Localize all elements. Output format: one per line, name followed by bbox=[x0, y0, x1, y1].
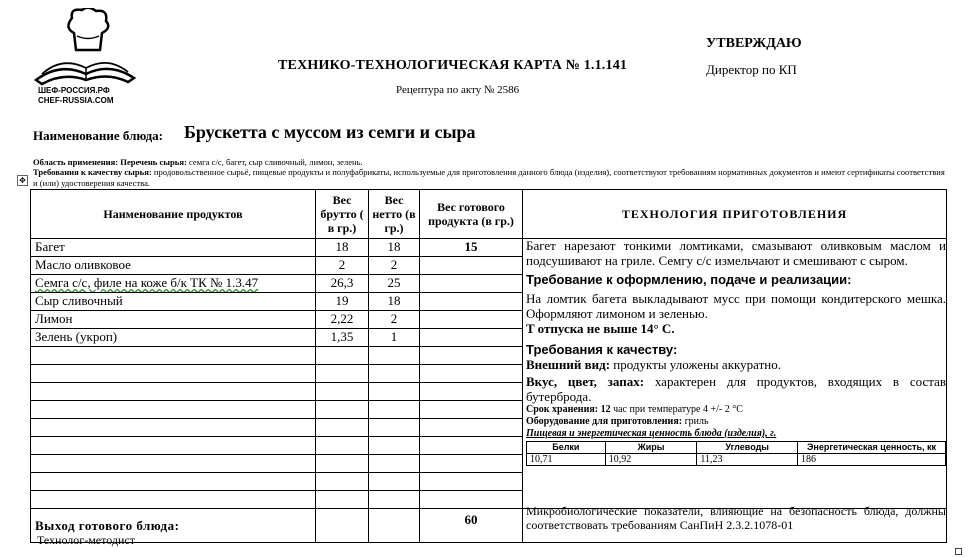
requirements-label: Требования к качеству сырья: bbox=[33, 167, 152, 177]
ready-weight bbox=[420, 257, 523, 275]
dish-name: Брускетта с муссом из семги и сыра bbox=[184, 122, 476, 142]
scope-value: семга с/с, багет, сыр сливочный, лимон, зелень. bbox=[186, 157, 363, 167]
product-name: Багет bbox=[31, 239, 316, 257]
storage-line: Срок хранения: 12 час при температуре 4 +/- 2 °С bbox=[526, 404, 743, 415]
gross-weight: 1,35 bbox=[316, 329, 369, 347]
net-weight: 2 bbox=[369, 311, 420, 329]
header-gross: Вес брутто ( в гр.) bbox=[316, 190, 369, 239]
product-name: Семга с/с, филе на коже б/к ТК № 1.3.47 bbox=[31, 275, 316, 293]
net-weight: 18 bbox=[369, 239, 420, 257]
gross-weight: 26,3 bbox=[316, 275, 369, 293]
dish-label: Наименование блюда: bbox=[33, 128, 163, 143]
table-move-handle-icon[interactable]: ✥ bbox=[17, 175, 28, 186]
nutrition-table bbox=[526, 441, 946, 466]
requirements-value: продовольственное сырьё, пищевые продукты и полуфабрикаты, используемые для приготовления данного блюда (изделия), соответствуют требованиям нормативных документов и имеют сертификаты соответствия и (или) удостоверения качества. bbox=[33, 167, 945, 188]
net-weight: 18 bbox=[369, 293, 420, 311]
scope-line bbox=[33, 157, 948, 168]
gross-weight: 18 bbox=[316, 239, 369, 257]
net-weight: 25 bbox=[369, 275, 420, 293]
gross-weight: 2 bbox=[316, 257, 369, 275]
serving-temp: T отпуска не выше 14° С. bbox=[526, 321, 675, 336]
microbiology-text: Микробиологические показатели, влияющие на безопасность блюда, должны соответствовать требованиям СанПиН 2.3.2.1078-01 bbox=[526, 504, 946, 532]
nutrition-value: 10,71 bbox=[527, 454, 606, 466]
nutrition-value-row bbox=[527, 454, 946, 466]
product-name: Масло оливковое bbox=[31, 257, 316, 275]
product-name: Сыр сливочный bbox=[31, 293, 316, 311]
header-technology: ТЕХНОЛОГИЯ ПРИГОТОВЛЕНИЯ bbox=[523, 190, 947, 239]
ready-weight bbox=[420, 311, 523, 329]
technology-process: Багет нарезают тонкими ломтиками, смазывают оливковым маслом и подсушивают на гриле. Семгу с/с измельчают и смешивают с сыром. bbox=[526, 238, 946, 268]
ready-weight bbox=[420, 275, 523, 293]
nutrition-header: Углеводы bbox=[697, 442, 798, 454]
chef-hat-book-logo-icon bbox=[30, 8, 140, 88]
header-ready: Вес готового продукта (в гр.) bbox=[420, 190, 523, 239]
header-product: Наименование продуктов bbox=[31, 190, 316, 239]
net-weight: 2 bbox=[369, 257, 420, 275]
nutrition-header: Белки bbox=[527, 442, 606, 454]
serving-title: Требование к оформлению, подаче и реализации: bbox=[526, 272, 852, 287]
output-label: Выход готового блюда: bbox=[31, 509, 316, 543]
requirements-line bbox=[33, 167, 948, 188]
output-value: 60 bbox=[420, 509, 523, 543]
end-cell-marker-icon bbox=[955, 548, 962, 555]
gross-weight: 2,22 bbox=[316, 311, 369, 329]
product-name: Лимон bbox=[31, 311, 316, 329]
nutrition-value: 10,92 bbox=[605, 454, 697, 466]
technologist-label: Технолог-методист bbox=[37, 533, 135, 547]
header-net: Вес нетто (в гр.) bbox=[369, 190, 420, 239]
logo-text-ru: ШЕФ-РОССИЯ.РФ bbox=[38, 86, 110, 95]
nutrition-value: 11,23 bbox=[697, 454, 798, 466]
nutrition-value: 186 bbox=[798, 454, 946, 466]
ready-weight bbox=[420, 329, 523, 347]
nutrition-header: Энергетическая ценность, кк bbox=[798, 442, 946, 454]
table-header-row bbox=[31, 190, 947, 239]
technology-text bbox=[526, 238, 946, 466]
document-title: ТЕХНИКО-ТЕХНОЛОГИЧЕСКАЯ КАРТА № 1.1.141 bbox=[278, 58, 628, 73]
nutrition-header: Жиры bbox=[605, 442, 697, 454]
equipment-line: Оборудование для приготовления: гриль bbox=[526, 416, 709, 427]
gross-weight: 19 bbox=[316, 293, 369, 311]
approve-heading: УТВЕРЖДАЮ bbox=[706, 36, 802, 51]
document-subtitle: Рецептура по акту № 2586 bbox=[396, 84, 520, 96]
quality-title: Требования к качеству: bbox=[526, 342, 678, 357]
logo-text-en: CHEF-RUSSIA.COM bbox=[38, 96, 114, 105]
director-label: Директор по КП bbox=[706, 62, 797, 77]
taste-line: Вкус, цвет, запах: характерен для продуктов, входящих в состав бутерброда. bbox=[526, 374, 946, 404]
scope-label: Область применения: Перечень сырья: bbox=[33, 157, 187, 167]
ready-weight bbox=[420, 293, 523, 311]
ready-weight: 15 bbox=[420, 239, 523, 257]
net-weight: 1 bbox=[369, 329, 420, 347]
product-name: Зелень (укроп) bbox=[31, 329, 316, 347]
appearance-line: Внешний вид: продукты уложены аккуратно. bbox=[526, 357, 781, 372]
nutrition-header-row bbox=[527, 442, 946, 454]
nutrition-title: Пищевая и энергетическая ценность блюда (изделия), г. bbox=[526, 428, 777, 439]
serving-text: На ломтик багета выкладывают мусс при помощи кондитерского мешка. Оформляют лимоном и зеленью. bbox=[526, 291, 946, 321]
